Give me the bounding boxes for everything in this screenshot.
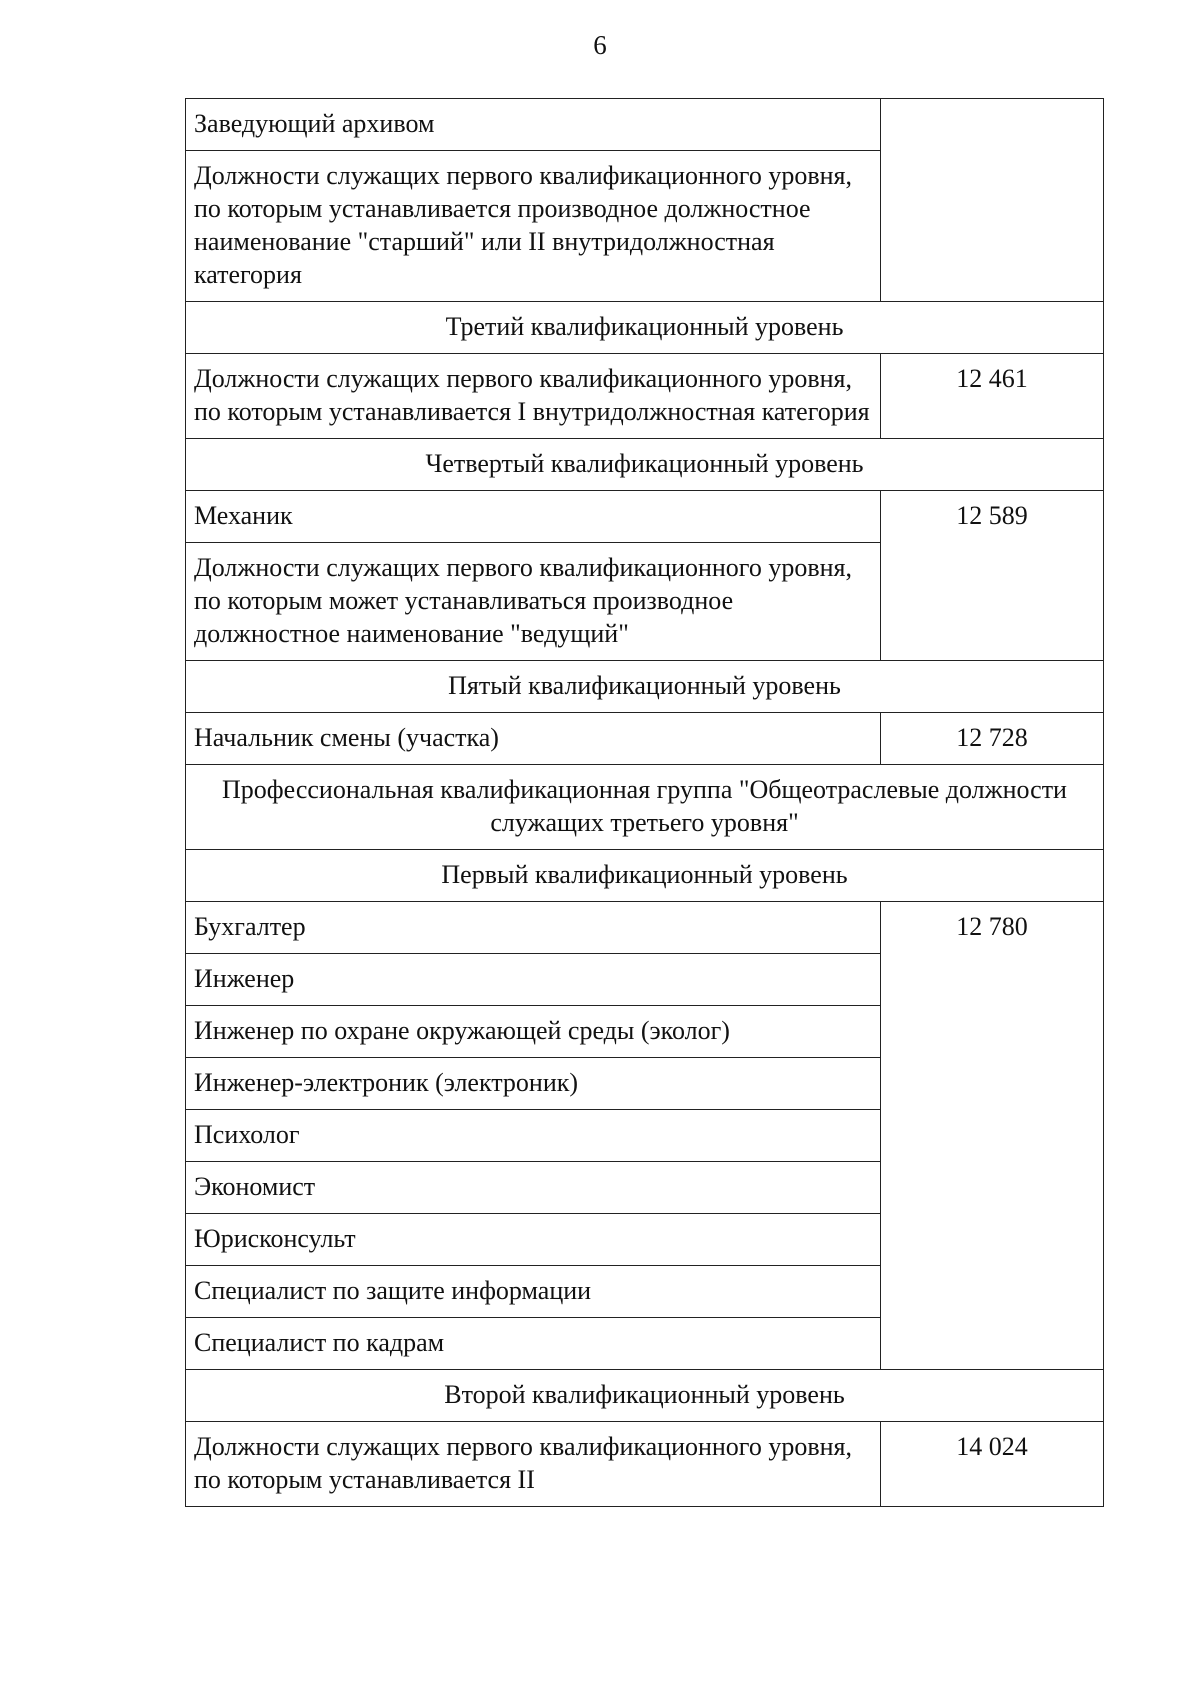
position-name: Специалист по кадрам xyxy=(186,1318,881,1370)
position-name: Заведующий архивом xyxy=(186,99,881,151)
position-name: Должности служащих первого квалификационного уровня, по которым устанавливается II xyxy=(186,1422,881,1507)
section-header: Профессиональная квалификационная группа "Общеотраслевые должности служащих третьего уровня" xyxy=(186,765,1104,850)
position-name: Специалист по защите информации xyxy=(186,1266,881,1318)
table-row xyxy=(186,902,1104,954)
section-header: Второй квалификационный уровень xyxy=(186,1370,1104,1422)
salary-value: 14 024 xyxy=(881,1422,1104,1507)
table-section-header-row xyxy=(186,1370,1104,1422)
position-name: Инженер xyxy=(186,954,881,1006)
page-number: 6 xyxy=(593,30,607,60)
table-row xyxy=(186,354,1104,439)
table-section-header-row xyxy=(186,439,1104,491)
section-header: Третий квалификационный уровень xyxy=(186,302,1104,354)
table-row xyxy=(186,99,1104,151)
position-name: Экономист xyxy=(186,1162,881,1214)
section-header: Первый квалификационный уровень xyxy=(186,850,1104,902)
position-name: Начальник смены (участка) xyxy=(186,713,881,765)
salary-value: 12 728 xyxy=(881,713,1104,765)
position-name: Психолог xyxy=(186,1110,881,1162)
salary-value: 12 589 xyxy=(881,491,1104,661)
position-name: Инженер по охране окружающей среды (эколог) xyxy=(186,1006,881,1058)
section-header: Четвертый квалификационный уровень xyxy=(186,439,1104,491)
position-name: Должности служащих первого квалификационного уровня, по которым устанавливается I внутридолжностная категория xyxy=(186,354,881,439)
table-section-header-row xyxy=(186,302,1104,354)
salary-value: 12 461 xyxy=(881,354,1104,439)
salary-table xyxy=(185,98,1104,1507)
table-section-header-row xyxy=(186,661,1104,713)
position-name: Инженер-электроник (электроник) xyxy=(186,1058,881,1110)
table-section-header-row xyxy=(186,765,1104,850)
salary-value: 12 780 xyxy=(881,902,1104,1370)
position-name: Должности служащих первого квалификационного уровня, по которым может устанавливаться производное должностное наименование "ведущий" xyxy=(186,543,881,661)
position-name: Юрисконсульт xyxy=(186,1214,881,1266)
position-name: Механик xyxy=(186,491,881,543)
position-name: Бухгалтер xyxy=(186,902,881,954)
position-name: Должности служащих первого квалификационного уровня, по которым устанавливается производное должностное наименование "старший" или II внутридолжностная категория xyxy=(186,151,881,302)
table-row xyxy=(186,491,1104,543)
section-header: Пятый квалификационный уровень xyxy=(186,661,1104,713)
salary-value xyxy=(881,99,1104,302)
table-row xyxy=(186,713,1104,765)
table-section-header-row xyxy=(186,850,1104,902)
table-row xyxy=(186,1422,1104,1507)
